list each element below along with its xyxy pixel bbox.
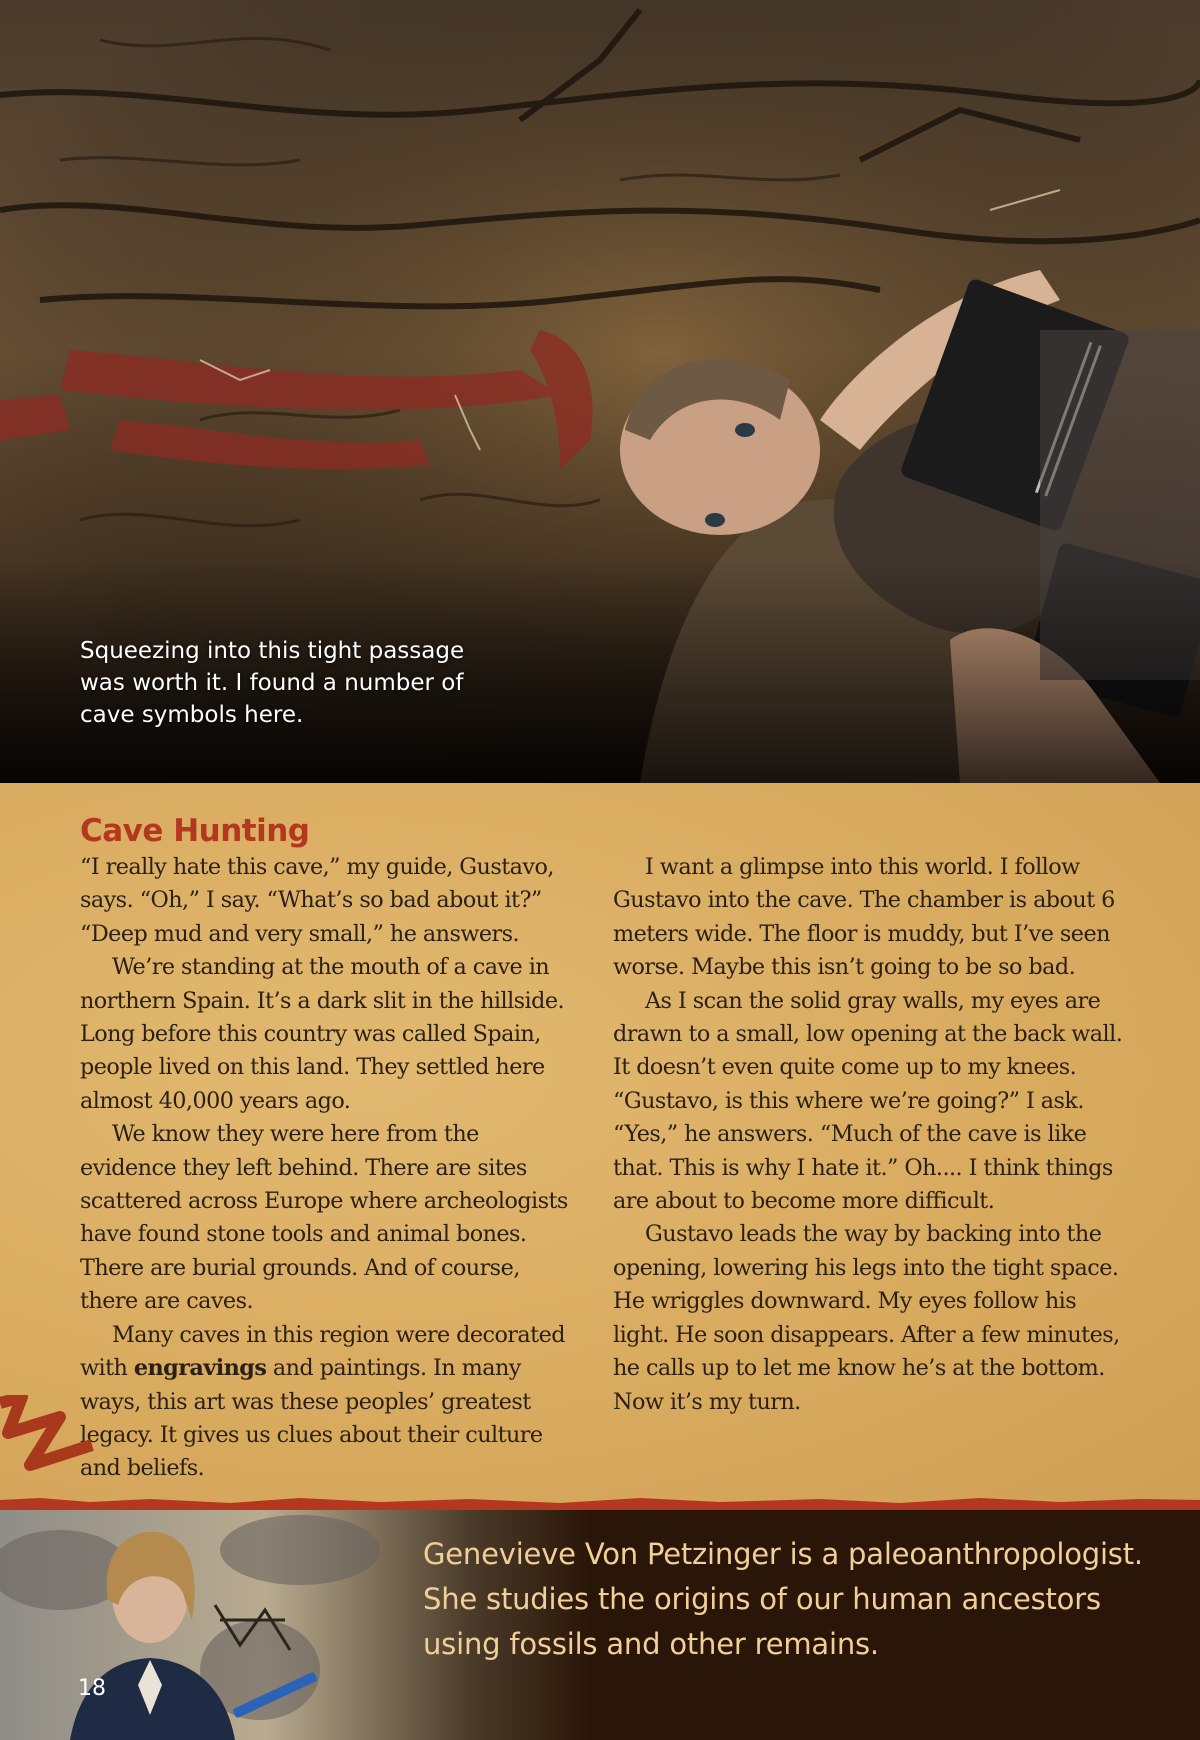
paragraph bbox=[80, 1319, 580, 1486]
paragraph: We know they were here from the evidence they left behind. There are sites scattered across Europe where archeologists have found stone tools and animal bones. There are burial grounds. And of course, there are caves. bbox=[80, 1121, 568, 1315]
photo-caption: Squeezing into this tight passage was worth it. I found a number of cave symbols here. bbox=[80, 638, 465, 728]
author-bio: Genevieve Von Petzinger is a paleoanthropologist. She studies the origins of our human ancestors using fossils and other remains. bbox=[423, 1537, 1143, 1661]
paragraph: As I scan the solid gray walls, my eyes are drawn to a small, low opening at the back wall. It doesn’t even quite come up to my knees. “Gustavo, is this where we’re going?” I ask. “Yes,” he answers. “Much of the cave is like that. This is why I hate it.” Oh.... I think things are about to become more difficult. bbox=[613, 987, 1123, 1215]
text-run: Many caves in this region were decorated with bbox=[80, 1321, 565, 1382]
paragraph: Gustavo leads the way by backing into the opening, lowering his legs into the tight space. He wriggles downward. My eyes follow his light. He soon disappears. After a few minutes, he calls up to let me know he’s at the bottom. Now it’s my turn. bbox=[613, 1221, 1120, 1415]
text-run: and paintings. In many ways, this art was these peoples’ greatest legacy. It gives us clues about their culture and beliefs. bbox=[80, 1355, 543, 1482]
page-number: 18 bbox=[78, 1676, 106, 1701]
paragraph: “I really hate this cave,” my guide, Gustavo, says. “Oh,” I say. “What’s so bad about it?” “Deep mud and very small,” he answers. bbox=[80, 854, 554, 947]
glossary-term: engravings bbox=[133, 1355, 267, 1382]
article-left-column bbox=[80, 851, 580, 1486]
cave-photo bbox=[0, 0, 1200, 783]
paragraph: I want a glimpse into this world. I follow Gustavo into the cave. The chamber is about 6 meters wide. The floor is muddy, but I’ve seen worse. Maybe this isn’t going to be so bad. bbox=[613, 854, 1115, 981]
zigzag-ornament bbox=[0, 1395, 100, 1495]
section-title: Cave Hunting bbox=[80, 813, 310, 849]
article-right-column bbox=[613, 851, 1133, 1419]
paragraph: We’re standing at the mouth of a cave in northern Spain. It’s a dark slit in the hillside. Long before this country was called Spain, people lived on this land. They settled here almost 40,000 years ago. bbox=[80, 954, 565, 1114]
